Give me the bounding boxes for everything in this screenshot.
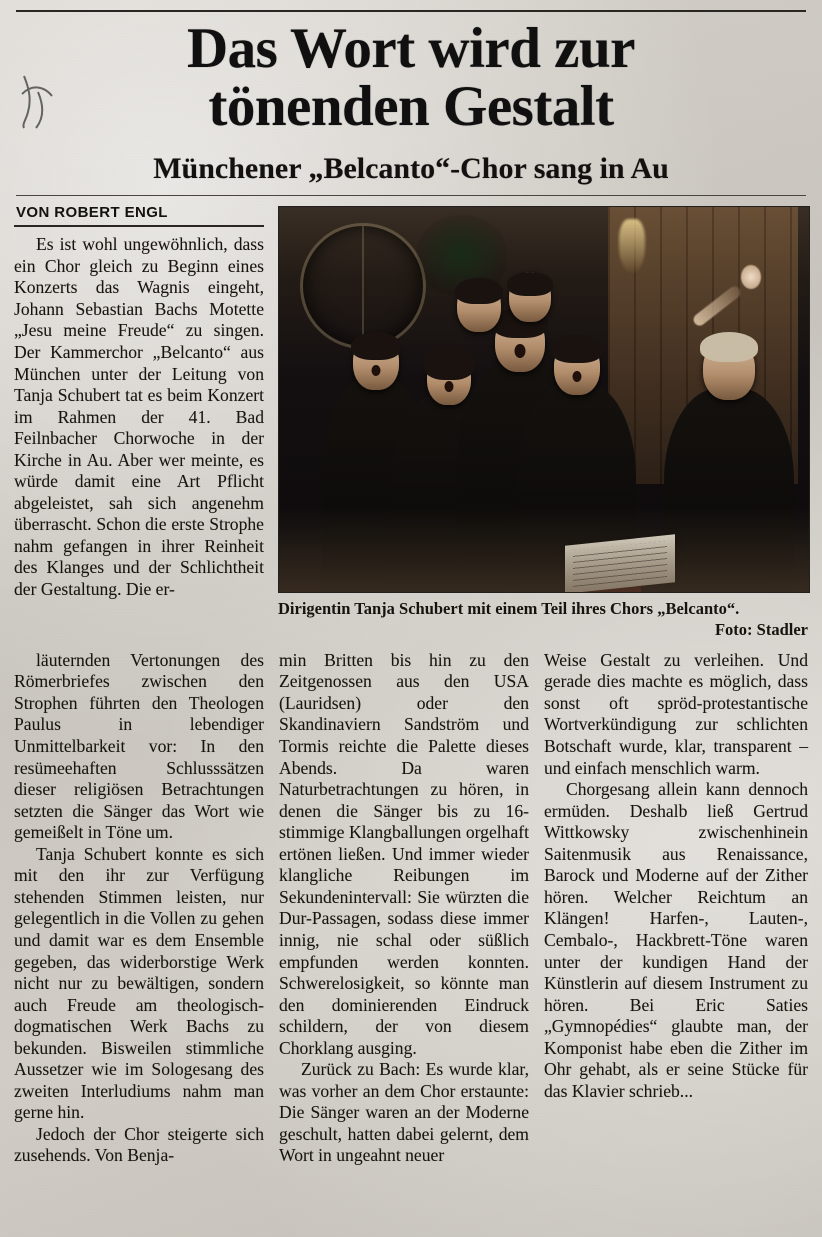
column-two [279, 650, 529, 1167]
paragraph: Es ist wohl ungewöhnlich, dass ein Chor gleich zu Beginn eines Konzerts das Wagnis eingeht, Johann Sebastian Bachs Motette „Jesu meine Freude“ zu singen. Der Kammerchor „Belcanto“ aus München unter der Leitung von Tanja Schubert tat es beim Konzert im Rahmen der 41. Bad Feilnbacher Chorwoche in der Kirche in Au. Aber wer meinte, es würde damit eine Art Pflicht abgeleistet, sah sich angenehm überrascht. Schon die erste Strophe nahm gefangen in ihrer Reinheit des Klanges und der Schlichtheit der Gestaltung. Die er- [14, 234, 264, 599]
paragraph: Tanja Schubert konnte es sich mit den ihr zur Verfügung stehenden Stimmen leisten, nur gelegentlich in die Vollen zu gehen und damit war es dem Ensemble gegeben, das widerborstige Werk nicht nur zu bewältigen, sondern auch Freude am theologisch-dogmatischen Werk Bachs zu bekunden. Bisweilen stimmliche Aussetzer wie im Sologesang des zweiten Interludiums nahm man gerne hin. [14, 843, 264, 1123]
photo-caption [278, 599, 808, 640]
column-one-top [14, 204, 264, 600]
column-three-text [544, 650, 808, 1102]
headline-divider [16, 195, 806, 196]
paragraph: Weise Gestalt zu verleihen. Und gerade dies machte es möglich, dass sonst oft spröd-protestantische Wortverkündigung zur schlichten Botschaft wurde, klar, transparent – und einfach menschlich warm. [544, 649, 808, 778]
photo-floor-light [279, 508, 809, 593]
byline: VON ROBERT ENGL [16, 204, 168, 222]
byline-rule [14, 225, 264, 227]
photo-caption-text: Dirigentin Tanja Schubert mit einem Teil ihres Chors „Belcanto“. [278, 599, 740, 619]
column-one-text-top [14, 234, 264, 600]
photo-lamp [619, 219, 645, 273]
column-three [544, 650, 808, 1167]
top-rule [16, 10, 806, 12]
headline-line-1: Das Wort wird zur [186, 17, 635, 80]
paragraph: läuternden Vertonungen des Römerbriefes zwischen den Strophen führten den Theologen Paulus in lebendiger Unmittelbarkeit vor: In den resümeehaften Schlusssätzen dieser religiösen Betrachtungen setzten die Sänger das Wort wie gemeißelt in Töne um. [14, 649, 264, 843]
page-title [24, 17, 798, 139]
paragraph: min Britten bis hin zu den Zeitgenossen aus den USA (Lauridsen) oder den Skandinaviern Sandström und Tormis reichte die Palette dieses Abends. Da waren Naturbetrachtungen zu hören, in denen die Sänger bis zu 16-stimmige Klangballungen orgelhaft ertönen ließen. Und immer wieder klangliche Reibungen im Sekundenintervall: Sie würzten die Dur-Passagen, sodass diese immer innig, nie schal oder süßlich empfunden werden konnten. Schwerelosigkeit, so könnte man den dominierenden Eindruck schildern, der von diesem Chorklang ausging. [279, 649, 529, 1058]
article-columns [14, 650, 808, 1167]
subheadline: Münchener „Belcanto“-Chor sang in Au [153, 152, 669, 186]
photo-credit: Foto: Stadler [714, 620, 808, 640]
choir-photo [278, 206, 810, 593]
conductor-hair [700, 332, 758, 362]
singer-hair [507, 272, 553, 296]
column-two-text [279, 650, 529, 1167]
photo-block [278, 206, 808, 640]
column-one-text [14, 650, 264, 1167]
article-top-zone [14, 204, 808, 640]
singer-mouth [372, 365, 381, 376]
headline-line-2: tönenden Gestalt [208, 75, 614, 139]
paragraph: Jedoch der Chor steigerte sich zusehends. Von Benja- [14, 1123, 264, 1166]
column-one-continued [14, 650, 264, 1167]
paragraph: Zurück zu Bach: Es wurde klar, was vorher an dem Chor erstaunte: Die Sänger waren an der Moderne geschult, hatten dabei gelernt, dem Wort in ungeahnt neuer [279, 1059, 529, 1166]
paragraph: Chorgesang allein kann dennoch ermüden. Deshalb ließ Gertrud Wittkowsky zwischenhinein Saitenmusik aus Renaissance, Barock und Moderne auf der Zither hören. Welcher Reichtum an Klängen! Harfen-, Lauten-, Cembalo-, Hackbrett-Töne waren unter der kundigen Hand der Künstlerin auf diesem Instrument zu hören. Bei Eric Saties „Gymnopédies“ glaubte man, der Komponist habe eben die Zither im Ohr gehabt, als er seine Stücke für das Klavier schrieb... [544, 779, 808, 1101]
